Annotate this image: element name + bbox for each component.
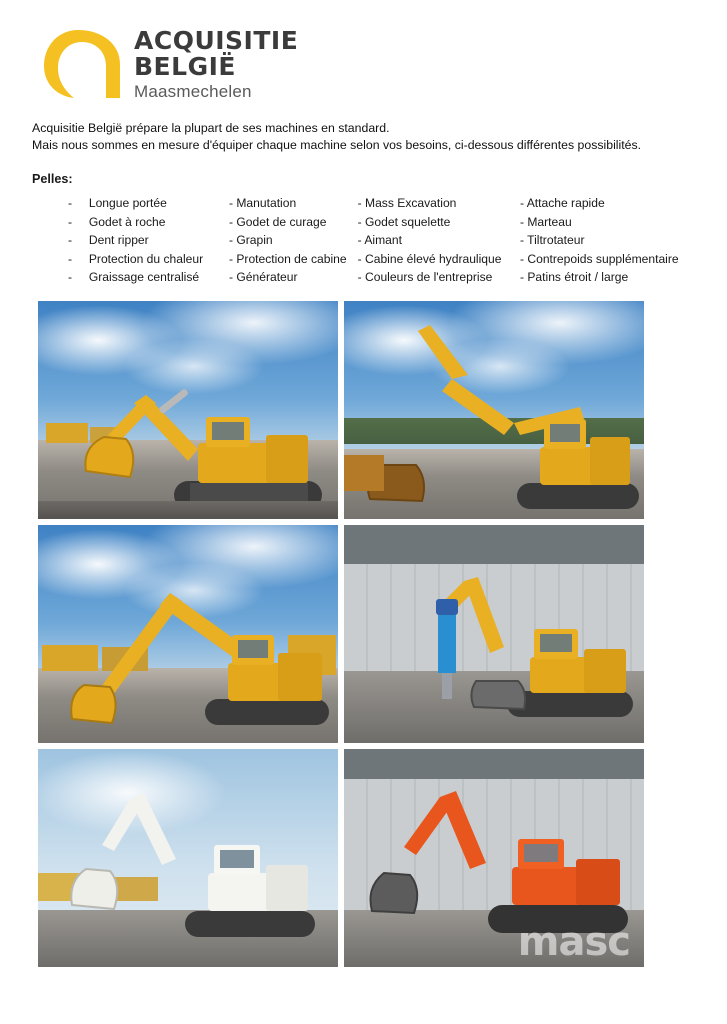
table-row — [50, 268, 695, 287]
watermark-text: masc — [517, 918, 630, 965]
logo-line-2: BELGIË — [134, 52, 236, 81]
intro-line-2: Mais nous sommes en mesure d'équiper chaque machine selon vos besoins, ci-dessous différentes possibilités. — [32, 138, 642, 152]
row-dash: - — [68, 196, 73, 210]
option-cell: Graissage centralisé — [88, 270, 200, 284]
option-cell: Protection du chaleur — [88, 251, 204, 266]
gallery-photo — [344, 525, 644, 743]
gallery-photo — [38, 525, 338, 743]
option-cell: - Godet de curage — [228, 214, 327, 229]
section-title-pelles: Pelles: — [32, 172, 73, 186]
option-cell: - Couleurs de l'entreprise — [357, 270, 493, 284]
option-cell: - Attache rapide — [519, 196, 605, 210]
logo-line-3: Maasmechelen — [134, 82, 252, 101]
logo-a-mark-icon — [42, 28, 122, 100]
option-cell: - Manutation — [228, 196, 297, 210]
row-dash: - — [68, 233, 73, 247]
option-cell: - Godet squelette — [357, 214, 451, 229]
option-cell: - Contrepoids supplémentaire — [519, 251, 679, 266]
table-row — [50, 194, 695, 213]
row-dash: - — [68, 214, 73, 229]
gallery-photo — [38, 301, 338, 519]
option-cell: - Grapin — [228, 233, 273, 247]
option-cell: - Patins étroit / large — [519, 270, 629, 284]
row-dash: - — [68, 270, 73, 284]
gallery-photo — [38, 749, 338, 967]
option-cell: - Aimant — [357, 233, 402, 247]
option-cell: Godet à roche — [88, 214, 166, 229]
table-row — [50, 213, 695, 232]
option-cell: - Protection de cabine — [228, 251, 347, 266]
photo-gallery — [38, 301, 695, 967]
table-row — [50, 250, 695, 269]
company-logo — [42, 26, 695, 102]
intro-line-1: Acquisitie België prépare la plupart de ses machines en standard. — [32, 121, 390, 135]
options-table — [50, 194, 695, 287]
option-cell: - Générateur — [228, 270, 298, 284]
option-cell: - Marteau — [519, 214, 572, 229]
table-row — [50, 231, 695, 250]
option-cell: - Tiltrotateur — [519, 233, 585, 247]
option-cell: - Mass Excavation — [357, 196, 457, 210]
gallery-photo — [344, 301, 644, 519]
option-cell: Dent ripper — [88, 233, 149, 247]
intro-paragraph — [32, 120, 695, 154]
option-cell: - Cabine élevé hydraulique — [357, 251, 502, 266]
option-cell: Longue portée — [88, 196, 167, 210]
row-dash: - — [68, 251, 73, 266]
gallery-photo — [344, 749, 644, 967]
logo-line-1: ACQUISITIE — [134, 26, 299, 55]
